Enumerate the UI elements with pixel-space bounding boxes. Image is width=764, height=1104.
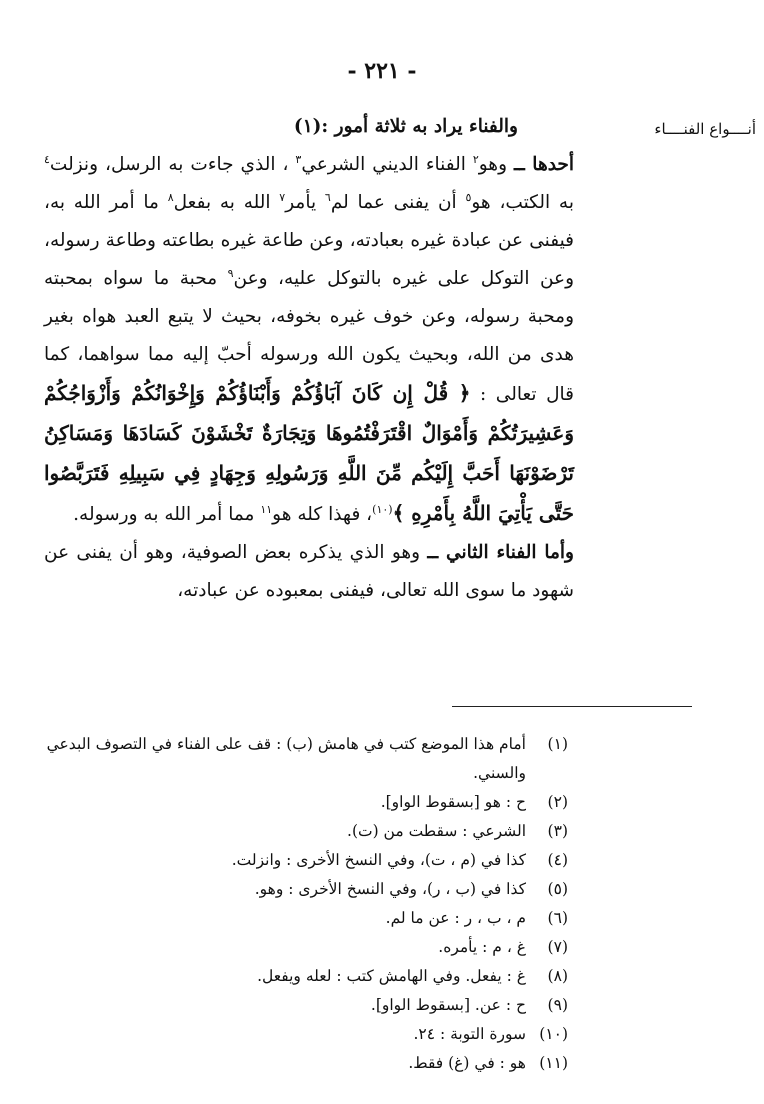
footnote-ref: ٤ <box>44 152 50 166</box>
text-run: محبة ما سواه بمحبته ومحبة رسوله، وعن خوف غيره بخوفه، بحيث لا يتبع العبد هواه بغير هدى من الله، وبحيث يكون الله ورسوله أحبّ إليه مما سواهما، كما قال تعالى : <box>44 268 574 405</box>
footnote-item <box>30 875 568 904</box>
paragraph-second-fana <box>44 534 574 610</box>
text-run: وهو الذي يذكره بعض الصوفية، وهو أن يفنى عن شهود ما سوى الله تعالى، فيفنى بمعبوده عن عبادته، <box>44 542 574 601</box>
footnote-text: سورة التوبة : ٢٤. <box>413 1025 526 1043</box>
footnote-divider <box>452 706 692 707</box>
footnote-number: (٨) <box>547 967 568 985</box>
text-run: ، الذي جاءت به الرسل، ونزلت <box>49 154 296 175</box>
paragraph-label: أحدها ــ <box>513 154 574 175</box>
footnote-ref: ٧ <box>279 190 286 204</box>
text-run: يأمر <box>285 192 325 213</box>
text-run: ، فهذا كله هو <box>272 504 373 525</box>
text-run: وهو <box>478 154 514 175</box>
text-run: أن يفنى عما لم <box>330 192 466 213</box>
text-run: به الكتب، هو <box>471 192 574 213</box>
footnote-ref: ٦ <box>324 190 331 204</box>
section-heading: والفناء يراد به ثلاثة أمور :(١) <box>293 116 518 137</box>
footnote-text: ح : عن. [بسقوط الواو]. <box>370 996 526 1014</box>
footnote-item <box>30 933 568 962</box>
footnote-ref: ٨ <box>167 190 174 204</box>
footnote-number: (٢) <box>547 793 568 811</box>
footnote-text: الشرعي : سقطت من (ت). <box>347 822 526 840</box>
footnote-number: (١) <box>547 735 568 753</box>
footnote-number: (٦) <box>547 909 568 927</box>
quran-verse: ﴿ قُلْ إِن كَانَ آبَاؤُكُمْ وَأَبْنَاؤُكُمْ وَإِخْوَانُكُمْ وَأَزْوَاجُكُمْ وَعَشِيرَتُكُمْ وَأَمْوَالٌ اقْتَرَفْتُمُوهَا وَتِجَارَةٌ تَخْشَوْنَ كَسَادَهَا وَمَسَاكِنُ تَرْضَوْنَهَا أَحَبَّ إِلَيْكُم مِّنَ اللَّهِ وَرَسُولِهِ وَجِهَادٍ فِي سَبِيلِهِ فَتَرَبَّصُوا حَتَّى يَأْتِيَ اللَّهُ بِأَمْرِهِ ﴾ <box>44 381 574 525</box>
text-run: الفناء الديني الشرعي <box>301 154 473 175</box>
footnote-item <box>30 991 568 1020</box>
footnote-number: (١١) <box>539 1054 568 1072</box>
footnote-text: غ : يفعل. وفي الهامش كتب : لعله ويفعل. <box>257 967 526 985</box>
footnote-text: م ، ب ، ر : عن ما لم. <box>385 909 526 927</box>
text-run: ما أمر الله به، فيفنى عن عبادة غيره بعبادته، وعن طاعة غيره بطاعته وطاعة رسوله، وعن التوكل على غيره بالتوكل عليه، وعن <box>44 192 574 289</box>
footnote-item <box>30 817 568 846</box>
footnote-item <box>30 1020 568 1049</box>
footnote-item <box>30 730 568 788</box>
footnote-number: (٩) <box>547 996 568 1014</box>
footnote-item <box>30 962 568 991</box>
footnote-ref: ٣ <box>295 152 302 166</box>
footnote-text: ح : هو [بسقوط الواو]. <box>380 793 526 811</box>
footnote-ref: ٩ <box>227 266 234 280</box>
footnote-text: أمام هذا الموضع كتب في هامش (ب) : قف على الفناء في التصوف البدعي والسني. <box>46 735 526 782</box>
margin-note: أنــــواع الفنــــاء <box>654 120 756 138</box>
footnote-item <box>30 788 568 817</box>
footnote-text: غ ، م : يأمره. <box>438 938 526 956</box>
page-number: - ٢٢١ - <box>347 58 417 84</box>
footnote-number: (٧) <box>547 938 568 956</box>
footnote-item <box>30 846 568 875</box>
text-run: مما أمر الله به ورسوله. <box>73 504 261 525</box>
footnote-number: (٤) <box>547 851 568 869</box>
footnote-number: (١٠) <box>539 1025 568 1043</box>
footnote-ref: (١٠) <box>372 502 393 516</box>
footnote-ref: ١١ <box>260 502 273 516</box>
paragraph-first-fana <box>44 146 574 534</box>
footnote-ref: ٥ <box>465 190 472 204</box>
footnote-item <box>30 1049 568 1078</box>
main-text <box>44 108 574 610</box>
text-run: الله به بفعل <box>173 192 280 213</box>
footnote-item <box>30 904 568 933</box>
footnote-text: كذا في (م ، ت)، وفي النسخ الأخرى : وانزلت. <box>231 851 526 869</box>
footnote-text: كذا في (ب ، ر)، وفي النسخ الأخرى : وهو. <box>254 880 526 898</box>
footnote-number: (٥) <box>547 880 568 898</box>
footnote-number: (٣) <box>547 822 568 840</box>
paragraph-label: وأما الفناء الثاني ــ <box>427 542 574 563</box>
footnote-ref: ٢ <box>472 152 479 166</box>
footnotes-list <box>30 730 568 1078</box>
footnote-text: هو : في (غ) فقط. <box>408 1054 526 1072</box>
